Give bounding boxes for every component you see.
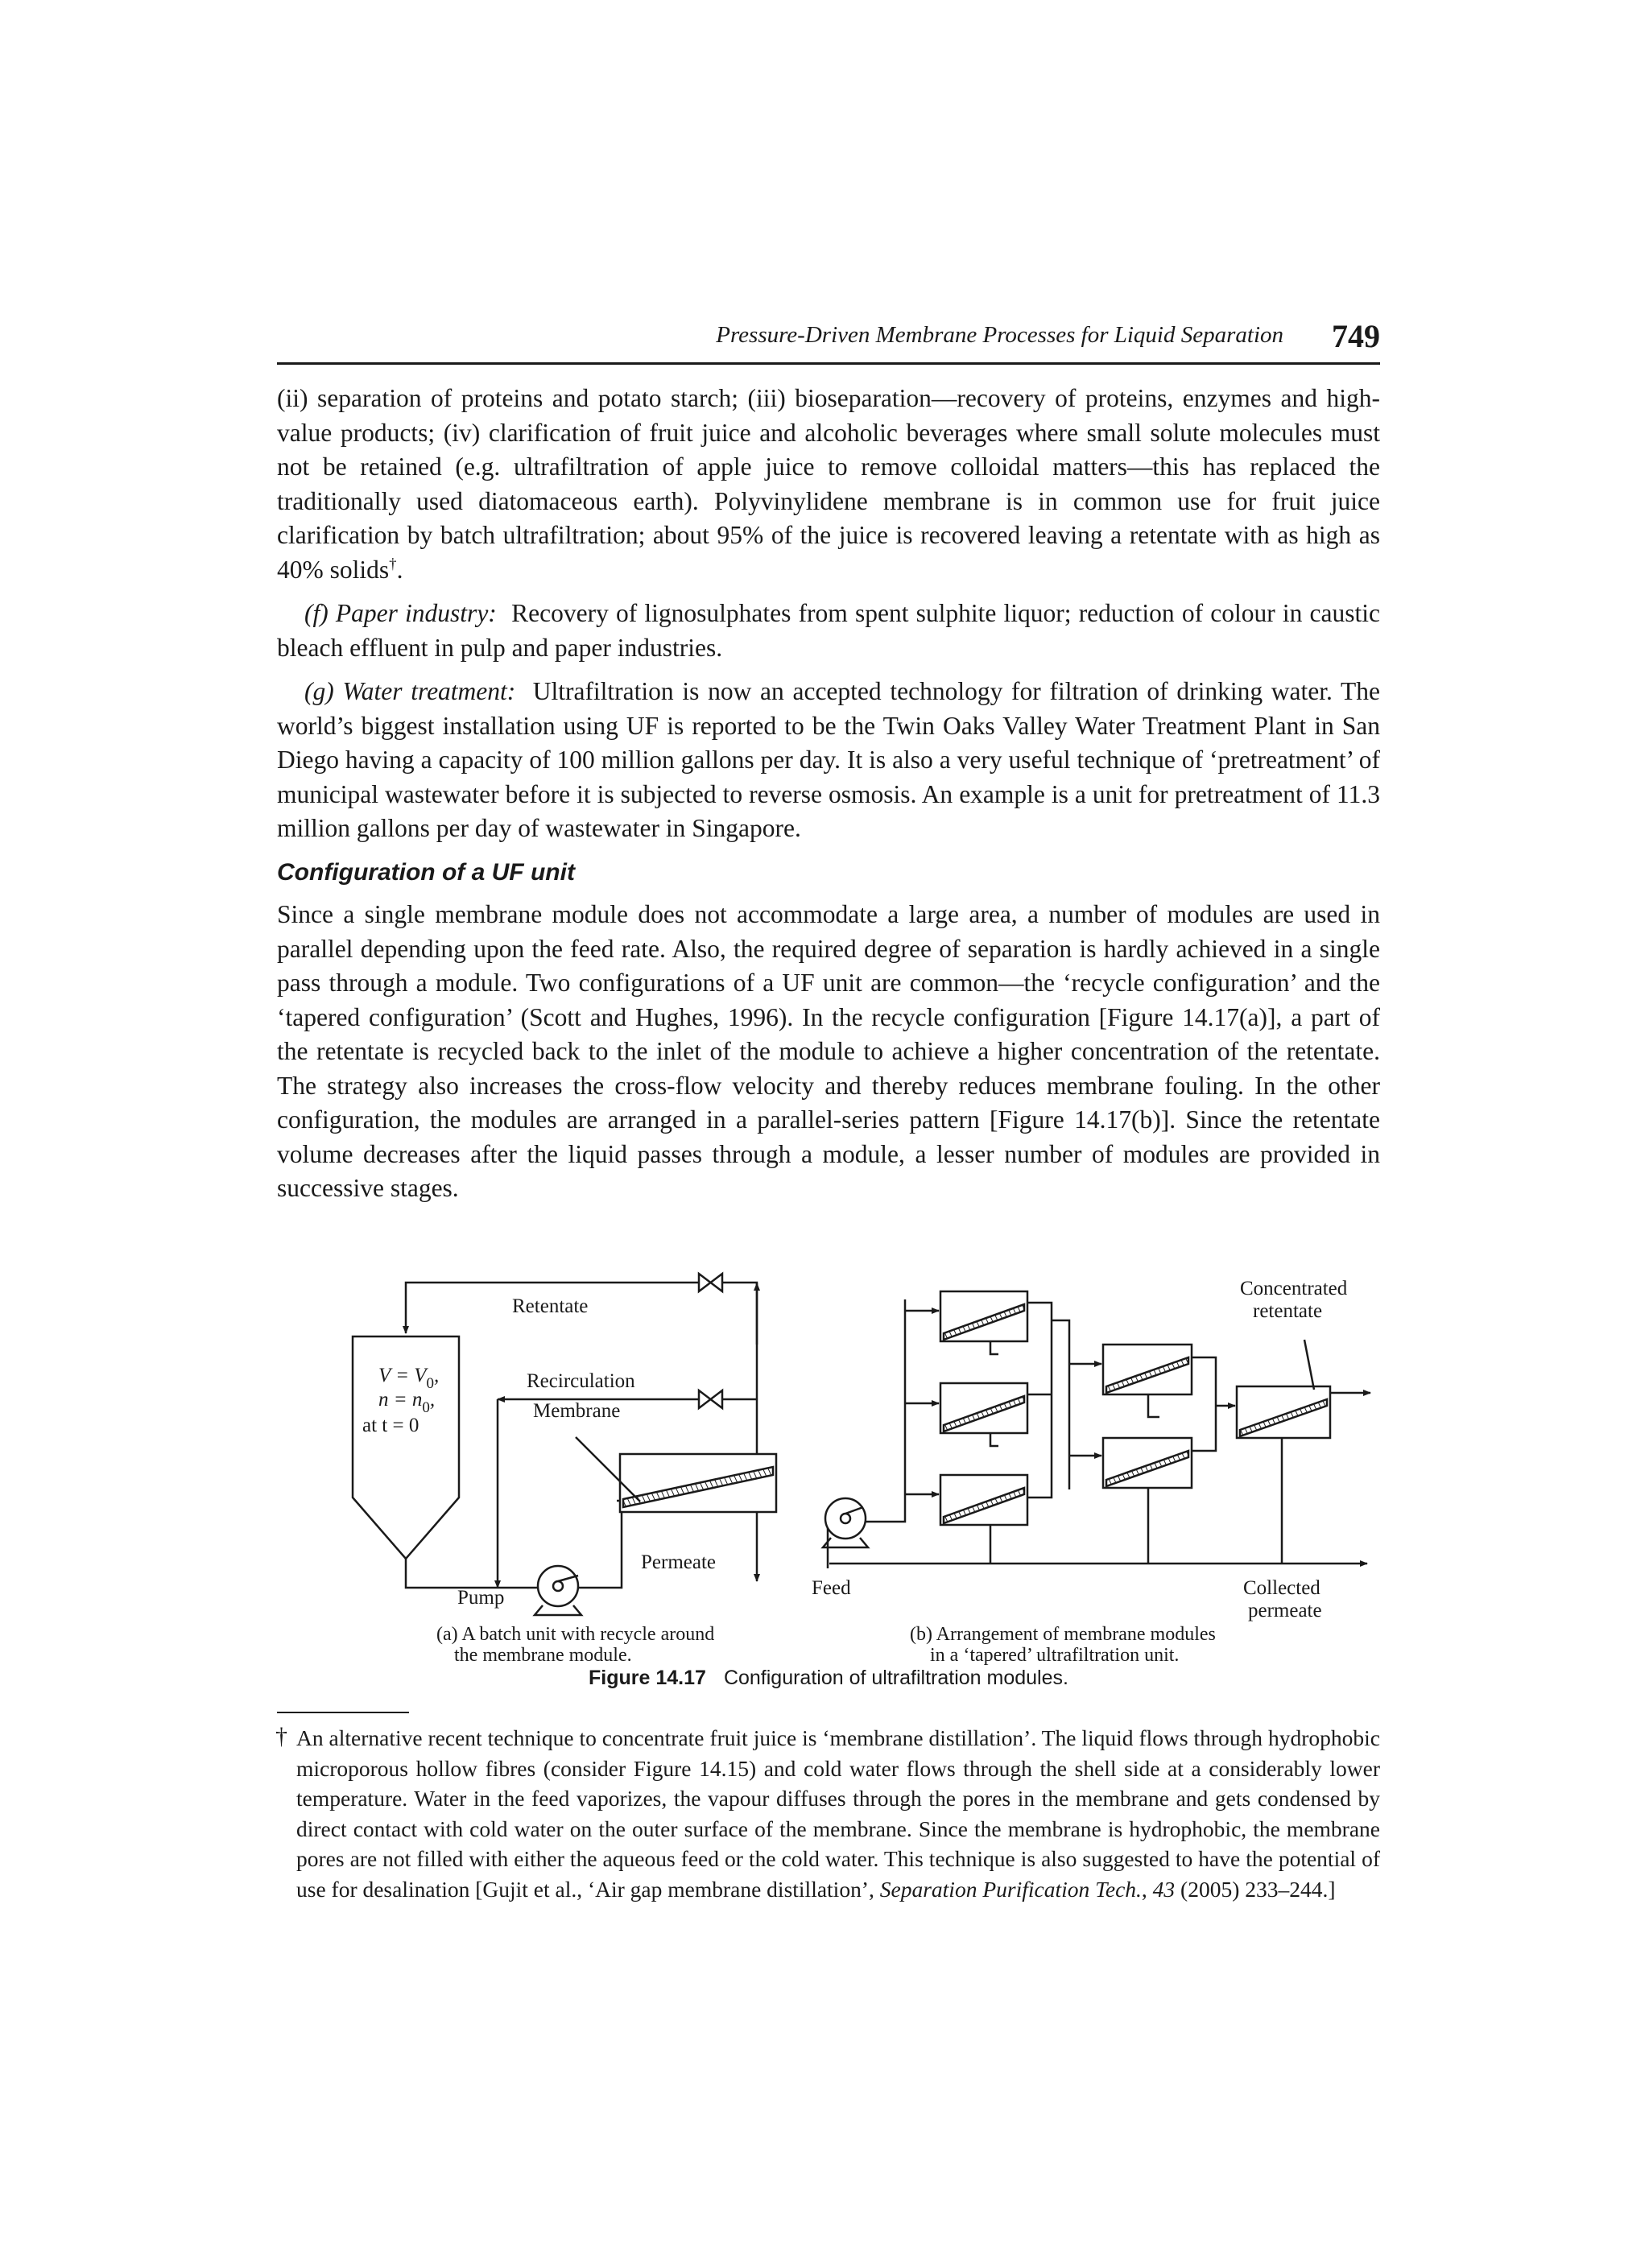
journal-volume: 43 bbox=[1152, 1876, 1176, 1902]
pump-b-outlet bbox=[863, 1299, 905, 1522]
section-heading: Configuration of a UF unit bbox=[277, 858, 575, 886]
water-treatment-tag: (g) Water treatment: bbox=[304, 677, 516, 705]
svg-text:at t = 0: at t = 0 bbox=[362, 1415, 419, 1436]
retentate-valve bbox=[699, 1274, 722, 1291]
recirculation-valve bbox=[699, 1390, 722, 1408]
svg-text:V = V0,: $V = V_0$, bbox=[378, 1365, 440, 1392]
main-text bbox=[277, 382, 1380, 1216]
footnote-ref[interactable]: † bbox=[389, 556, 397, 572]
label-collected-permeate-2: permeate bbox=[1248, 1600, 1322, 1621]
caption-b-line2: in a ‘tapered’ ultrafiltration unit. bbox=[930, 1645, 1180, 1666]
label-concentrated-retentate-2: retentate bbox=[1253, 1300, 1323, 1322]
footnote: † An alternative recent technique to concentrate fruit juice is ‘membrane distillation’. The liquid flows through hydrophobic microporous hollow fibres (consider Figure 14.15) and cold water flows through the shell side at a considerably lower temperature. Water in the feed vaporizes, the vapour diffuses through the pores in the membrane and gets condensed by direct contact with cold water on the outer surface of the membrane. Since the membrane is hydrophobic, the membrane pores are not filled with either the aqueous feed or the cold water. This technique is also suggested to have the potential of use for desalination [Gujit et al., ‘Air gap membrane distillation’, Separation Purification Tech., 43 (2005) 233–244.] bbox=[275, 1723, 1380, 1902]
paragraph-continued: (ii) separation of proteins and potato starch; (iii) bioseparation—recovery of proteins, enzymes and high-value products; (iv) clarification of fruit juice and alcoholic beverages where small solute molecules must not be retained (e.g. ultrafiltration of apple juice to remove colloidal matters—this has replaced the traditionally used diatomaceous earth). Polyvinylidene membrane is in common use for fruit juice clarification by batch ultrafiltration; about 95% of the juice is recovered leaving a retentate with as high as 40% solids†. bbox=[277, 384, 1380, 584]
caption-a-line2: the membrane module. bbox=[454, 1645, 632, 1666]
caption-a-line1: (a) A batch unit with recycle around bbox=[436, 1624, 715, 1645]
footnote-rule bbox=[277, 1712, 409, 1713]
label-retentate: Retentate bbox=[512, 1295, 589, 1317]
running-title: Pressure-Driven Membrane Processes for Liquid Separation bbox=[716, 322, 1283, 348]
figure-number: Figure 14.17 bbox=[589, 1667, 706, 1689]
label-membrane: Membrane bbox=[533, 1400, 621, 1422]
stage1-retentate-header bbox=[1052, 1320, 1069, 1489]
caption-b-line1: (b) Arrangement of membrane modules bbox=[910, 1624, 1216, 1645]
label-concentrated-retentate-1: Concentrated bbox=[1240, 1278, 1348, 1299]
label-pump: Pump bbox=[457, 1587, 505, 1609]
pump-discharge-line bbox=[578, 1501, 622, 1588]
figure-caption bbox=[277, 1667, 1380, 1690]
paper-industry-tag: (f) Paper industry: bbox=[304, 599, 497, 627]
figure-14-17-diagram bbox=[322, 1256, 1385, 1691]
paragraph-paper-industry: (f) Paper industry: Recovery of lignosulphates from spent sulphite liquor; reduction of colour in caustic bleach effluent in pulp and paper industries. bbox=[277, 599, 1380, 662]
panel-b-tapered bbox=[823, 1291, 1370, 1568]
page-number: 749 bbox=[1332, 318, 1380, 354]
footnote-mark: † bbox=[275, 1723, 287, 1750]
label-recirculation: Recirculation bbox=[527, 1370, 635, 1392]
running-header bbox=[277, 317, 1380, 365]
figure-caption-text: Configuration of ultrafiltration modules. bbox=[723, 1667, 1068, 1689]
tank-outlet-line bbox=[406, 1559, 538, 1588]
paragraph-configuration: Since a single membrane module does not accommodate a large area, a number of modules are used in parallel depending upon the feed rate. Also, the required degree of separation is hardly achieved in a single pass through a module. Two configurations of a UF unit are common—the ‘recycle configuration’ and the ‘tapered configuration’ (Scott and Hughes, 1996). In the recycle configuration [Figure 14.17(a)], a part of the retentate is recycled back to the inlet of the module to achieve a higher concentration of the retentate. The strategy also increases the cross-flow velocity and thereby reduces membrane fouling. In the other configuration, the modules are arranged in a parallel-series pattern [Figure 14.17(b)]. Since the retentate volume decreases after the liquid passes through a module, a lesser number of modules are provided in successive stages. bbox=[277, 900, 1380, 1202]
label-permeate: Permeate bbox=[641, 1551, 717, 1573]
journal-title: Separation Purification Tech. bbox=[879, 1876, 1142, 1902]
label-collected-permeate-1: Collected bbox=[1243, 1577, 1320, 1599]
svg-text:n = n0,: $n = n_0$, bbox=[378, 1389, 436, 1416]
paragraph-water-treatment: (g) Water treatment: Ultrafiltration is now an accepted technology for filtration of drinking water. The world’s biggest installation using UF is reported to be the Twin Oaks Valley Water Treatment Plant in San Diego having a capacity of 100 million gallons per day. It is also a very useful technique of ‘pretreatment’ of municipal wastewater before it is subjected to reverse osmosis. An example is a unit for pretreatment of 11.3 million gallons per day of wastewater in Singapore. bbox=[277, 677, 1381, 842]
label-feed: Feed bbox=[812, 1577, 851, 1599]
